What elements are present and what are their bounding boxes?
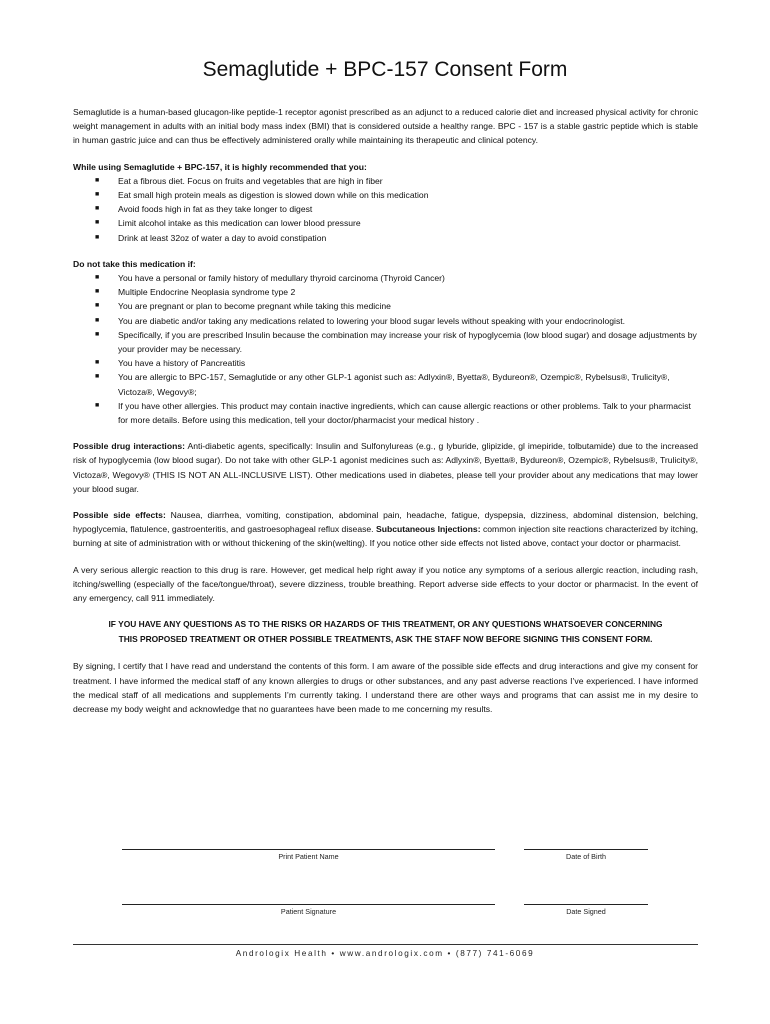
list-item: ■ Drink at least 32oz of water a day to avoid constipation bbox=[73, 231, 698, 245]
list-item: ■ Multiple Endocrine Neoplasia syndrome type 2 bbox=[73, 285, 698, 299]
footer-divider bbox=[73, 944, 698, 945]
print-name-field[interactable] bbox=[122, 849, 495, 850]
list-item: ■ If you have other allergies. This product may contain inactive ingredients, which can cause allergic reactions or other problems. Talk to your pharmacist for more details. Before using this medication, tell your doctor/pharmacist your medical history . bbox=[95, 400, 691, 426]
form-title: Semaglutide + BPC-157 Consent Form bbox=[202, 58, 568, 81]
recommend-heading: While using Semaglutide + BPC-157, it is highly recommended that you: bbox=[73, 161, 367, 172]
bullet-icon: ■ bbox=[95, 316, 100, 324]
date-of-birth-label: Date of Birth bbox=[566, 852, 606, 861]
form-body bbox=[73, 105, 698, 716]
bullet-icon: ■ bbox=[95, 302, 100, 310]
bullet-icon: ■ bbox=[95, 401, 100, 409]
bullet-icon: ■ bbox=[95, 205, 100, 213]
drug-interactions-label: Possible drug interactions: bbox=[73, 441, 185, 452]
allergic-reaction-paragraph: A very serious allergic reaction to this drug is rare. However, get medical help right away if you notice any symptoms of a serious allergic reaction, including rash, itching/swelling (especially of the face/tongue/throat), severe dizziness, trouble breathing. Report adverse side effects to your doctor or pharmacist. In the event of any emergency, call 911 immediately. bbox=[73, 564, 698, 604]
patient-signature-label: Patient Signature bbox=[280, 907, 337, 916]
list-item: ■ Limit alcohol intake as this medication can lower blood pressure bbox=[73, 216, 698, 230]
patient-signature-field[interactable] bbox=[122, 904, 495, 905]
list-item: ■ You are pregnant or plan to become pregnant while taking this medicine bbox=[73, 299, 698, 313]
bullet-icon: ■ bbox=[95, 219, 100, 227]
date-of-birth-field[interactable] bbox=[524, 849, 648, 850]
bullet-icon: ■ bbox=[95, 359, 100, 367]
intro-paragraph: Semaglutide is a human-based glucagon-like peptide-1 receptor agonist prescribed as an adjunct to a reduced calorie diet and increased physical activity for chronic weight management in adults with an initial body mass index (BMI) that is considered outside a healthy range. BPC - 157 is a stable gastric peptide which is stable in human gastric juice and can thus be effectively administered orally while maintaining its therapeutic and clinical potency. bbox=[73, 107, 698, 146]
list-item: ■ You are diabetic and/or taking any medications related to lowering your blood sugar levels without speaking with your endocrinologist. bbox=[73, 314, 698, 328]
bullet-icon: ■ bbox=[95, 176, 100, 184]
questions-warning: IF YOU HAVE ANY QUESTIONS AS TO THE RISKS OR HAZARDS OF THIS TREATMENT, OR ANY QUESTIONS WHATSOEVER CONCERNING THIS PROPOSED TREATMENT OR OTHER POSSIBLE TREATMENTS, ASK THE STAFF NOW BEFORE SIGNING THIS CONSENT FORM. bbox=[108, 619, 663, 645]
list-item: ■ Eat small high protein meals as digestion is slowed down while on this medication bbox=[73, 188, 698, 202]
list-item: ■ Avoid foods high in fat as they take longer to digest bbox=[73, 202, 698, 216]
bullet-icon: ■ bbox=[95, 191, 100, 199]
side-effects-paragraph: Possible side effects: Nausea, diarrhea, vomiting, constipation, abdominal pain, headache, fatigue, dyspepsia, dizziness, abdominal distension, belching, hypoglycemia, flatulence, gastroenteritis, and gastroesophageal reflux disease. Subcutaneous Injections: common injection site reactions characterized by itching, burning at site of administration with or without thickening of the skin(welting). If you notice other side effects not listed above, contact your doctor or pharmacist. bbox=[73, 510, 698, 549]
recommend-list bbox=[73, 174, 698, 245]
certification-paragraph: By signing, I certify that I have read and understand the contents of this form. I am aware of the possible side effects and drug interactions and give my consent for treatment. I have informed the medical staff of any known allergies to drugs or other substances, and any past adverse reactions I’ve experienced. I have informed the medical staff of all medications and supplements I’m currently taking. I understand there are other ways and programs that can assist me in my desire to decrease my body weight and acknowledge that no guarantees have been made to me concerning my results. bbox=[73, 661, 698, 714]
bullet-icon: ■ bbox=[95, 373, 100, 381]
print-name-label: Print Patient Name bbox=[278, 852, 339, 861]
bullet-icon: ■ bbox=[95, 288, 100, 296]
bullet-icon: ■ bbox=[95, 274, 100, 282]
list-item: ■ Specifically, if you are prescribed Insulin because the combination may increase your risk of hypoglycemia (low blood sugar) and dosage adjustments by your provider may be necessary. bbox=[95, 329, 697, 355]
subcutaneous-label: Subcutaneous Injections: bbox=[375, 524, 481, 535]
bullet-icon: ■ bbox=[95, 330, 100, 338]
drug-interactions-paragraph: Possible drug interactions: Anti-diabetic agents, specifically: Insulin and Sulfonylureas (e.g., g lyburide, glipizide, gl imepiride, tolbutamide) due to the increased risk of hypoglycemia (low blood sugar). Do not take with other GLP-1 agonist medicines such as: Adlyxin®, Byetta®, Bydureon®, Ozempic®, Rybelsus®, Trulicity®, Victoza®, Wegovy® (THIS IS NOT AN ALL-INCLUSIVE LIST). Other medications used in diabetes, please tell your provider about any medications that may lower your blood sugar. bbox=[73, 441, 698, 494]
date-signed-field[interactable] bbox=[524, 904, 648, 905]
bullet-icon: ■ bbox=[95, 233, 100, 241]
date-signed-label: Date Signed bbox=[566, 907, 606, 916]
donot-heading: Do not take this medication if: bbox=[73, 258, 196, 269]
side-effects-label: Possible side effects: bbox=[73, 510, 166, 521]
list-item: ■ You have a personal or family history of medullary thyroid carcinoma (Thyroid Cancer) bbox=[73, 271, 698, 285]
donot-list bbox=[73, 271, 698, 427]
list-item: ■ You are allergic to BPC-157, Semaglutide or any other GLP-1 agonist such as: Adlyxin®, Byetta®, Bydureon®, Ozempic®, Rybelsus®, Trulicity®, Victoza®, Wegovy®; bbox=[95, 372, 670, 397]
list-item: ■ You have a history of Pancreatitis bbox=[73, 356, 698, 370]
list-item: ■ Eat a fibrous diet. Focus on fruits and vegetables that are high in fiber bbox=[73, 174, 698, 188]
footer-contact: Andrologix Health • www.andrologix.com • (877) 741-6069 bbox=[235, 949, 535, 958]
